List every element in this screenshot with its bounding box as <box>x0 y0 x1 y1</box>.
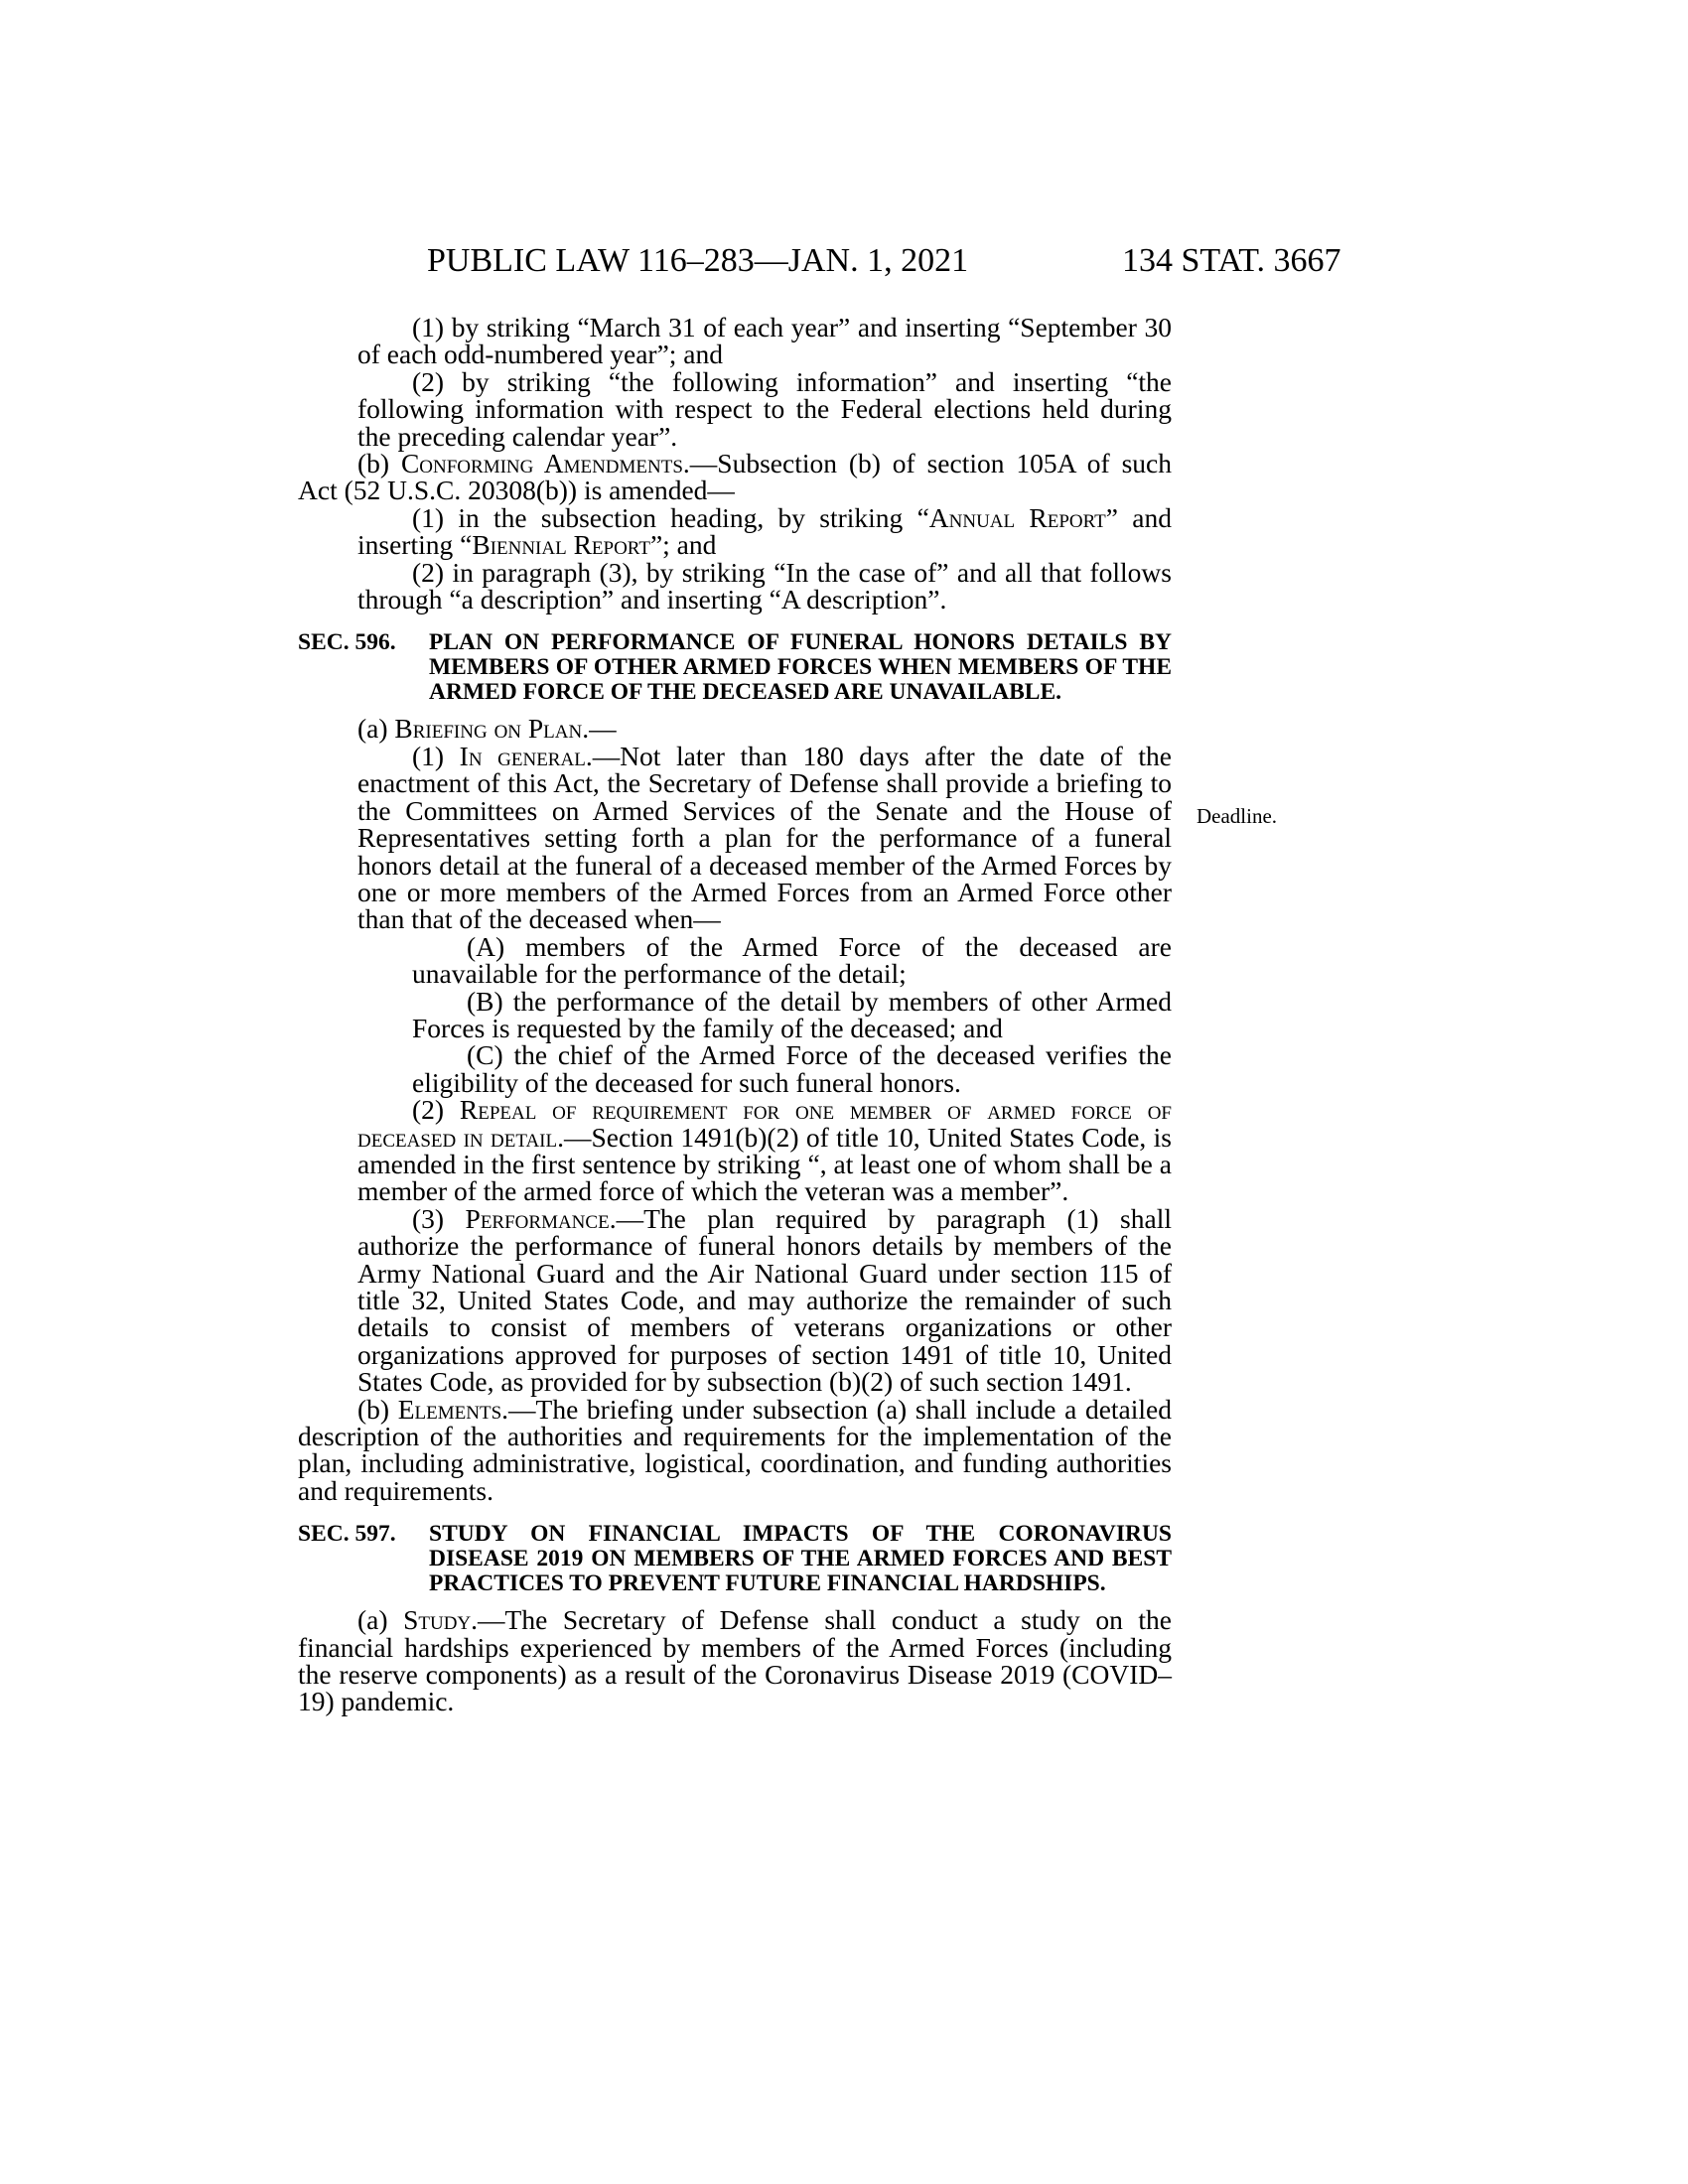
section-596-heading: SEC. 596. PLAN ON PERFORMANCE OF FUNERAL HONORS DETAILS BY MEMBERS OF OTHER ARMED FORCES WHEN MEMBERS OF THE ARMED FORCE OF THE DECEASED ARE UNAVAILABLE. <box>298 629 1172 706</box>
paragraph-conforming-amendments: (b) Conforming Amendments.—Subsection (b) of section 105A of such Act (52 U.S.C. 20308(b)) is amended— <box>298 448 1172 506</box>
page-stat-reference: 134 STAT. 3667 <box>1122 242 1341 279</box>
paragraph-paragraph-3: (2) in paragraph (3), by striking “In the case of” and all that follows through “a description” and inserting “A description”. <box>357 556 1172 615</box>
paragraph-subsection-heading: (1) in the subsection heading, by striking “Annual Report” and inserting “Biennial Report”; and <box>357 501 1172 561</box>
running-header-title: PUBLIC LAW 116–283—JAN. 1, 2021 <box>427 242 969 279</box>
section-597-heading: SEC. 597. STUDY ON FINANCIAL IMPACTS OF THE CORONAVIRUS DISEASE 2019 ON MEMBERS OF THE ARMED FORCES AND BEST PRACTICES TO PREVENT FUTURE FINANCIAL HARDSHIPS. <box>298 1521 1172 1597</box>
document-body <box>298 314 1172 1715</box>
sec597-subsection-a: (a) Study.—The Secretary of Defense shall conduct a study on the financial hardships experienced by members of the Armed Forces (including the reserve components) as a result of the Coronavirus Disease 2019 (COVID–19) pandemic. <box>298 1604 1172 1717</box>
sec596-a1-A: (A) members of the Armed Force of the deceased are unavailable for the performance of the detail; <box>412 930 1172 990</box>
sec596-a1-C: (C) the chief of the Armed Force of the deceased verifies the eligibility of the deceased for such funeral honors. <box>412 1039 1172 1098</box>
paragraph-amend-1: (1) by striking “March 31 of each year” and inserting “September 30 of each odd-numbered year”; and <box>357 312 1172 370</box>
paragraph-amend-2: (2) by striking “the following information” and inserting “the following information with respect to the Federal elections held during the preceding calendar year”. <box>357 365 1172 452</box>
sec596-subsection-b: (b) Elements.—The briefing under subsection (a) shall include a detailed description of the authorities and requirements for the implementation of the plan, including administrative, logistical, coordination, and funding authorities and requirements. <box>298 1393 1172 1506</box>
sec596-a1-B: (B) the performance of the detail by members of other Armed Forces is requested by the family of the deceased; and <box>412 985 1172 1043</box>
margin-note-deadline: Deadline. <box>1196 804 1278 828</box>
sec596-a2-repeal: (2) Repeal of requirement for one member of armed force of deceased in detail.—Section 1491(b)(2) of title 10, United States Code, is amended in the first sentence by striking “, at least one of whom shall be a member of the armed force of which the veteran was a member”. <box>357 1094 1173 1207</box>
sec596-a1-in-general: (1) In general.—Not later than 180 days after the date of the enactment of this Act, the Secretary of Defense shall provide a briefing to the Committees on Armed Services of the Senate and the House of Representatives setting forth a plan for the performance of a funeral honors detail at the funeral of a deceased member of the Armed Forces by one or more members of the Armed Forces from an Armed Force other than that of the deceased when— <box>357 740 1172 935</box>
sec596-a3-performance: (3) Performance.—The plan required by paragraph (1) shall authorize the performance of funeral honors details by members of the Army National Guard and the Air National Guard under section 115 of title 32, United States Code, and may authorize the remainder of such details to consist of members of veterans organizations or other organizations approved for purposes of section 1491 of title 10, United States Code, as provided for by subsection (b)(2) of such section 1491. <box>357 1202 1172 1398</box>
sec596-subsection-a: (a) Briefing on Plan.— <box>357 713 617 745</box>
